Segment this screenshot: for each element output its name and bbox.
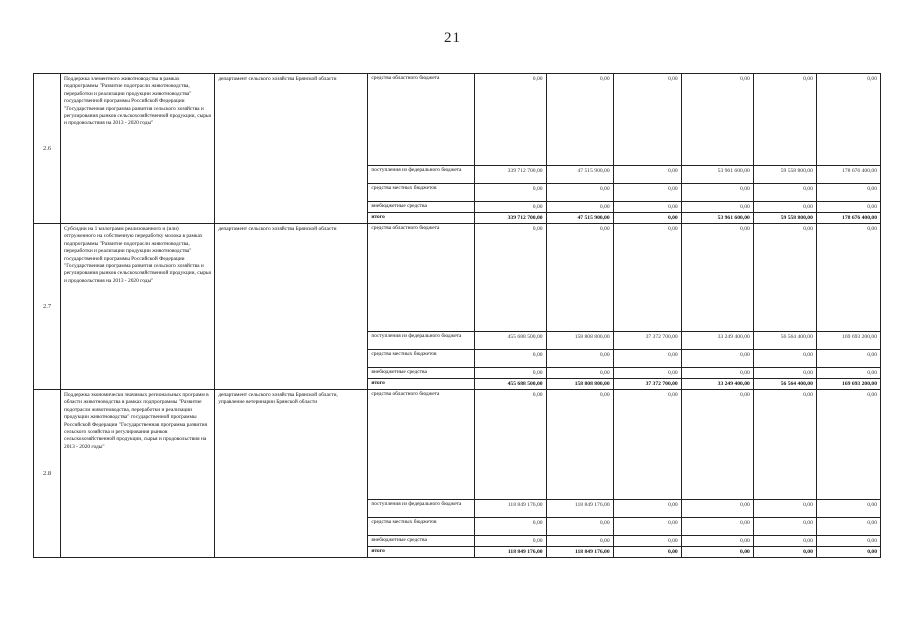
funding-source-label: средства областного бюджета [368, 224, 474, 332]
amount-cell: 0,00 [753, 202, 816, 213]
amount-cell: 0,00 [753, 224, 816, 332]
amount-cell: 0,00 [816, 202, 880, 213]
amount-cell: 0,00 [546, 74, 613, 166]
amount-cell: 0,00 [681, 390, 753, 500]
table-row [34, 224, 881, 332]
item-description: Поддержка элементного животноводства в рамках подпрограммы "Развитие подотрасли животноводства, переработки и реализации продукции животноводства" государственной программы Российской Федерации "Государственная программа развития сельского хозяйства и регулирования рынков сельскохозяйственной продукции, сырья и продовольствия на 2013 - 2020 годы" [61, 74, 215, 224]
amount-cell: 339 712 700,00 [474, 166, 546, 184]
amount-cell: 158 808 800,00 [546, 332, 613, 350]
item-executor: департамент сельского хозяйства Брянской области [215, 224, 368, 390]
amount-cell: 33 249 400,00 [681, 379, 753, 390]
amount-cell: 0,00 [816, 500, 880, 518]
amount-cell: 56 564 400,00 [753, 332, 816, 350]
budget-table-body [34, 74, 881, 558]
funding-source-label: поступления из федерального бюджета [368, 166, 474, 184]
amount-cell: 0,00 [816, 547, 880, 558]
funding-source-label: средства областного бюджета [368, 390, 474, 500]
amount-cell: 0,00 [474, 224, 546, 332]
amount-cell: 0,00 [681, 500, 753, 518]
amount-cell: 0,00 [546, 368, 613, 379]
amount-cell: 118 849 176,00 [474, 500, 546, 518]
amount-cell: 0,00 [613, 213, 681, 224]
amount-cell: 0,00 [546, 390, 613, 500]
amount-cell: 0,00 [613, 368, 681, 379]
funding-source-label: итого [368, 547, 474, 558]
amount-cell: 0,00 [546, 224, 613, 332]
funding-source-label: внебюджетные средства [368, 536, 474, 547]
amount-cell: 0,00 [474, 350, 546, 368]
amount-cell: 0,00 [474, 536, 546, 547]
amount-cell: 0,00 [816, 390, 880, 500]
amount-cell: 0,00 [816, 368, 880, 379]
amount-cell: 0,00 [816, 74, 880, 166]
amount-cell: 0,00 [681, 224, 753, 332]
amount-cell: 0,00 [753, 368, 816, 379]
amount-cell: 0,00 [816, 184, 880, 202]
amount-cell: 47 515 900,00 [546, 166, 613, 184]
amount-cell: 0,00 [613, 184, 681, 202]
amount-cell: 0,00 [613, 500, 681, 518]
amount-cell: 158 808 800,00 [546, 379, 613, 390]
amount-cell: 455 688 500,00 [474, 379, 546, 390]
page-number: 21 [444, 30, 461, 46]
amount-cell: 0,00 [681, 202, 753, 213]
funding-source-label: средства местных бюджетов [368, 518, 474, 536]
amount-cell: 47 515 900,00 [546, 213, 613, 224]
amount-cell: 118 849 176,00 [474, 547, 546, 558]
item-description: Субсидии на 1 килограмм реализованного и (или) отгруженного на собственную переработку молока в рамках подпрограммы "Развитие подотрасли животноводства, переработки и реализации продукции животноводства" государственной программы Российской Федерации "Государственная программа развития сельского хозяйства и регулирования рынков сельскохозяйственной продукции, сырья и продовольствия на 2013 - 2020 годы" [61, 224, 215, 390]
amount-cell: 0,00 [753, 350, 816, 368]
amount-cell: 0,00 [613, 518, 681, 536]
amount-cell: 0,00 [546, 202, 613, 213]
amount-cell: 56 564 400,00 [753, 379, 816, 390]
amount-cell: 0,00 [613, 202, 681, 213]
item-executor: департамент сельского хозяйства Брянской области, управление ветеринарии Брянской области [215, 390, 368, 558]
amount-cell: 118 849 176,00 [546, 500, 613, 518]
funding-source-label: поступления из федерального бюджета [368, 332, 474, 350]
funding-source-label: итого [368, 213, 474, 224]
amount-cell: 0,00 [681, 518, 753, 536]
amount-cell: 0,00 [474, 184, 546, 202]
amount-cell: 169 693 200,00 [816, 379, 880, 390]
amount-cell: 53 961 600,00 [681, 213, 753, 224]
amount-cell: 0,00 [613, 74, 681, 166]
amount-cell: 0,00 [681, 547, 753, 558]
amount-cell: 0,00 [681, 74, 753, 166]
amount-cell: 0,00 [474, 202, 546, 213]
amount-cell: 0,00 [816, 224, 880, 332]
item-number: 2.6 [34, 74, 61, 224]
amount-cell: 0,00 [681, 536, 753, 547]
amount-cell: 0,00 [613, 536, 681, 547]
amount-cell: 0,00 [753, 536, 816, 547]
amount-cell: 0,00 [753, 74, 816, 166]
amount-cell: 59 558 800,00 [753, 166, 816, 184]
amount-cell: 0,00 [474, 74, 546, 166]
amount-cell: 169 693 200,00 [816, 332, 880, 350]
amount-cell: 0,00 [753, 500, 816, 518]
amount-cell: 53 961 600,00 [681, 166, 753, 184]
amount-cell: 0,00 [474, 390, 546, 500]
amount-cell: 178 676 400,00 [816, 213, 880, 224]
amount-cell: 37 372 700,00 [613, 332, 681, 350]
amount-cell: 0,00 [816, 518, 880, 536]
amount-cell: 339 712 700,00 [474, 213, 546, 224]
amount-cell: 178 676 400,00 [816, 166, 880, 184]
amount-cell: 37 372 700,00 [613, 379, 681, 390]
amount-cell: 0,00 [613, 390, 681, 500]
amount-cell: 0,00 [816, 350, 880, 368]
amount-cell: 0,00 [546, 350, 613, 368]
amount-cell: 0,00 [753, 518, 816, 536]
item-number: 2.8 [34, 390, 61, 558]
amount-cell: 0,00 [613, 350, 681, 368]
amount-cell: 0,00 [613, 547, 681, 558]
table-row [34, 74, 881, 166]
amount-cell: 118 849 176,00 [546, 547, 613, 558]
amount-cell: 0,00 [816, 536, 880, 547]
amount-cell: 0,00 [681, 350, 753, 368]
amount-cell: 0,00 [753, 184, 816, 202]
funding-source-label: средства местных бюджетов [368, 350, 474, 368]
amount-cell: 0,00 [546, 518, 613, 536]
funding-source-label: внебюджетные средства [368, 368, 474, 379]
amount-cell: 0,00 [474, 368, 546, 379]
amount-cell: 0,00 [753, 390, 816, 500]
table-row [34, 390, 881, 500]
funding-source-label: итого [368, 379, 474, 390]
amount-cell: 455 688 500,00 [474, 332, 546, 350]
budget-table [33, 73, 881, 558]
amount-cell: 0,00 [474, 518, 546, 536]
amount-cell: 0,00 [753, 547, 816, 558]
amount-cell: 0,00 [613, 166, 681, 184]
item-description: Поддержка экономически значимых региональных программ в области животноводства в рамках подпрограммы "Развитие подотрасли животноводства, переработки и реализации продукции животноводства" государственной программы Российской Федерации "Государственная программа развития сельского хозяйства и регулирования рынков сельскохозяйственной продукции, сырья и продовольствия на 2013 - 2020 годы" [61, 390, 215, 558]
item-executor: департамент сельского хозяйства Брянской области [215, 74, 368, 224]
amount-cell: 0,00 [546, 184, 613, 202]
amount-cell: 0,00 [681, 184, 753, 202]
amount-cell: 59 558 800,00 [753, 213, 816, 224]
funding-source-label: средства областного бюджета [368, 74, 474, 166]
funding-source-label: внебюджетные средства [368, 202, 474, 213]
item-number: 2.7 [34, 224, 61, 390]
funding-source-label: поступления из федерального бюджета [368, 500, 474, 518]
amount-cell: 33 249 400,00 [681, 332, 753, 350]
funding-source-label: средства местных бюджетов [368, 184, 474, 202]
amount-cell: 0,00 [681, 368, 753, 379]
amount-cell: 0,00 [613, 224, 681, 332]
amount-cell: 0,00 [546, 536, 613, 547]
